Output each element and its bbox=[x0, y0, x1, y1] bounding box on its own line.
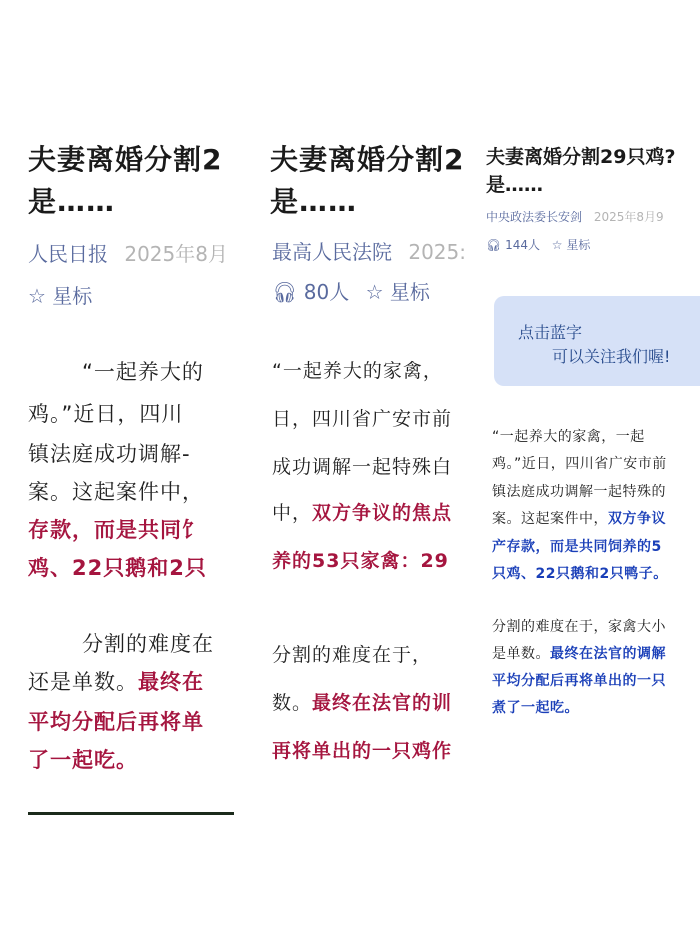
highlight-line: 平均分配后再将单出的一只 bbox=[492, 673, 666, 689]
article-actions bbox=[272, 276, 430, 305]
highlight-line: 鸡、22只鹅和2只 bbox=[28, 556, 207, 580]
follow-card[interactable] bbox=[494, 296, 700, 386]
source-account[interactable]: 最高人民法院 bbox=[272, 240, 392, 264]
star-outline-icon: ☆ bbox=[28, 284, 46, 308]
star-outline-icon: ☆ bbox=[551, 238, 563, 252]
paragraph-text: 是单数。 bbox=[492, 646, 550, 662]
paragraph-line bbox=[272, 498, 452, 525]
article-meta bbox=[272, 236, 466, 265]
paragraph-line: “一起养大的家禽， bbox=[272, 360, 443, 382]
article-title: 夫妻离婚分割2 bbox=[270, 143, 465, 176]
listener-count: 144人 bbox=[505, 238, 540, 252]
source-account[interactable]: 中央政法委长安剑 bbox=[486, 210, 583, 224]
article-title: 夫妻离婚分割29只鸡? bbox=[486, 146, 676, 168]
highlight-line: 煮了一起吃。 bbox=[492, 700, 579, 716]
star-label: 星标 bbox=[389, 280, 430, 304]
article-title: 夫妻离婚分割2 bbox=[28, 143, 223, 176]
paragraph-line: 日，四川省广安市前 bbox=[272, 408, 453, 430]
article-meta bbox=[28, 238, 228, 267]
paragraph-line: “一起养大的家禽，一起 bbox=[492, 429, 645, 445]
paragraph-line bbox=[272, 688, 452, 715]
paragraph-line: “一起养大的 bbox=[82, 360, 204, 384]
star-outline-icon: ☆ bbox=[365, 280, 384, 304]
listener-count: 80人 bbox=[303, 280, 350, 304]
highlight-line: 平均分配后再将单 bbox=[28, 710, 204, 734]
paragraph-line bbox=[492, 508, 666, 528]
star-button[interactable] bbox=[366, 280, 430, 304]
article-title-line2: 是…… bbox=[486, 174, 544, 196]
paragraph-line: 镇法庭成功调解- bbox=[28, 442, 191, 466]
highlight-line: 再将单出的一只鸡作 bbox=[272, 740, 453, 762]
paragraph-line: 成功调解一起特殊白 bbox=[272, 456, 453, 478]
paragraph-line: 分割的难度在 bbox=[82, 632, 214, 656]
paragraph-text: 案。这起案件中， bbox=[492, 511, 608, 527]
paragraph-line: 分割的难度在于， bbox=[272, 644, 433, 666]
article-meta bbox=[486, 208, 664, 225]
headphones-icon[interactable]: 🎧︎ bbox=[486, 238, 502, 252]
publish-date: 2025年8月 bbox=[124, 242, 228, 266]
paragraph-line: 分割的难度在于，家禽大小 bbox=[492, 619, 666, 635]
highlight-line: 只鸡、22只鹅和2只鸭子。 bbox=[492, 566, 668, 582]
highlight-line: 产存款，而是共同饲养的5 bbox=[492, 539, 662, 555]
article-actions bbox=[486, 236, 590, 253]
follow-card-line1: 点击蓝字 bbox=[518, 323, 583, 342]
article-panel-renmin bbox=[0, 0, 234, 934]
paragraph-line: 案。这起案件中， bbox=[28, 480, 204, 504]
paragraph-line: 鸡。”近日，四川省广安市前 bbox=[492, 456, 667, 472]
article-title-line2: 是…… bbox=[28, 185, 116, 218]
publish-date: 2025: bbox=[408, 240, 466, 264]
highlight-line: 养的53只家禽：29 bbox=[272, 550, 449, 572]
paragraph-text: 中， bbox=[272, 502, 313, 524]
star-label: 星标 bbox=[52, 284, 93, 308]
paragraph-text: 数。 bbox=[272, 692, 313, 714]
highlight-text: 双方争议的焦点 bbox=[312, 502, 453, 524]
highlight-line: 存款，而是共同饣 bbox=[28, 518, 204, 542]
paragraph-line: 镇法庭成功调解一起特殊的 bbox=[492, 484, 666, 500]
follow-card-line2: 可以关注我们喔! bbox=[552, 347, 671, 366]
article-panel-changanjian bbox=[474, 0, 700, 934]
headphones-icon[interactable]: 🎧︎ bbox=[272, 280, 298, 304]
paragraph-line bbox=[492, 643, 666, 663]
source-account[interactable]: 人民日报 bbox=[28, 242, 108, 266]
highlight-text: 最终在法官的训 bbox=[312, 692, 453, 714]
publish-date: 2025年8月9 bbox=[593, 210, 664, 224]
paragraph-text: 还是单数。 bbox=[28, 670, 138, 694]
star-button[interactable] bbox=[28, 280, 92, 309]
paragraph-line: 鸡。”近日，四川 bbox=[28, 402, 184, 426]
article-title-line2: 是…… bbox=[270, 185, 358, 218]
star-button[interactable] bbox=[552, 238, 591, 252]
star-label: 星标 bbox=[566, 238, 591, 252]
divider bbox=[28, 812, 234, 815]
highlight-text: 最终在 bbox=[138, 670, 204, 694]
highlight-text: 双方争议 bbox=[608, 511, 666, 527]
paragraph-line bbox=[28, 666, 204, 696]
highlight-line: 了一起吃。 bbox=[28, 748, 138, 772]
article-panel-court bbox=[240, 0, 468, 934]
highlight-text: 最终在法官的调解 bbox=[550, 646, 666, 662]
